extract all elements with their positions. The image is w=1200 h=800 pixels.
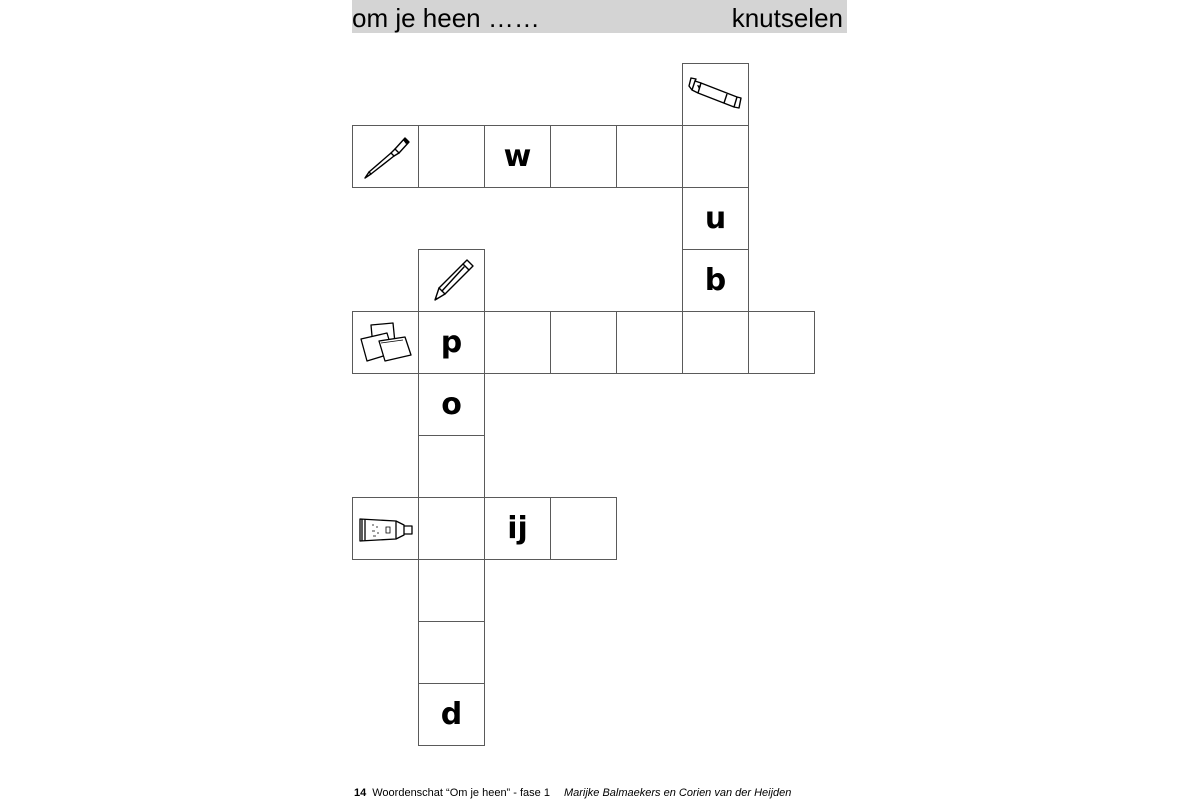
given-letter: ij: [507, 510, 528, 546]
grid-cell[interactable]: [616, 311, 683, 374]
grid-cell[interactable]: [418, 621, 485, 684]
clue-cell-paper: [352, 311, 419, 374]
clue-cell-glue-tube: [682, 63, 749, 126]
grid-cell[interactable]: [550, 125, 617, 188]
paint-tube-icon: [356, 509, 416, 549]
given-letter: w: [503, 138, 532, 174]
grid-cell[interactable]: [484, 125, 551, 188]
grid-cell[interactable]: [616, 125, 683, 188]
grid-cell[interactable]: [748, 311, 815, 374]
grid-cell[interactable]: [682, 311, 749, 374]
paintbrush-icon: [361, 132, 411, 182]
grid-cell[interactable]: [418, 373, 485, 436]
given-letter: o: [441, 386, 462, 422]
grid-cell[interactable]: [418, 559, 485, 622]
footer-title: Woordenschat “Om je heen” - fase 1: [372, 787, 550, 799]
clue-cell-paint-tube: [352, 497, 419, 560]
glue-tube-icon: [687, 77, 745, 113]
grid-cell[interactable]: [484, 311, 551, 374]
grid-cell[interactable]: [418, 683, 485, 746]
grid-cell[interactable]: [418, 435, 485, 498]
header-bar: [352, 0, 847, 33]
given-letter: u: [704, 200, 727, 236]
grid-cell[interactable]: [418, 497, 485, 560]
footer: [354, 786, 791, 800]
grid-cell[interactable]: [682, 125, 749, 188]
page-number: 14: [354, 787, 367, 799]
clue-cell-pencil: [418, 249, 485, 312]
given-letter: d: [440, 696, 463, 732]
pencil-icon: [427, 256, 477, 306]
grid-cell[interactable]: [550, 311, 617, 374]
given-letter: p: [440, 324, 463, 360]
grid-cell[interactable]: [484, 497, 551, 560]
grid-cell[interactable]: [418, 311, 485, 374]
grid-cell[interactable]: [682, 249, 749, 312]
header-title: om je heen ……: [352, 3, 540, 33]
clue-cell-paintbrush: [352, 125, 419, 188]
header-topic: knutselen: [731, 3, 843, 33]
grid-cell[interactable]: [418, 125, 485, 188]
footer-authors: Marijke Balmaekers en Corien van der Heijden: [563, 787, 792, 799]
grid-cell[interactable]: [682, 187, 749, 250]
given-letter: b: [704, 262, 727, 298]
grid-cell[interactable]: [550, 497, 617, 560]
paper-sheets-icon: [357, 321, 415, 365]
